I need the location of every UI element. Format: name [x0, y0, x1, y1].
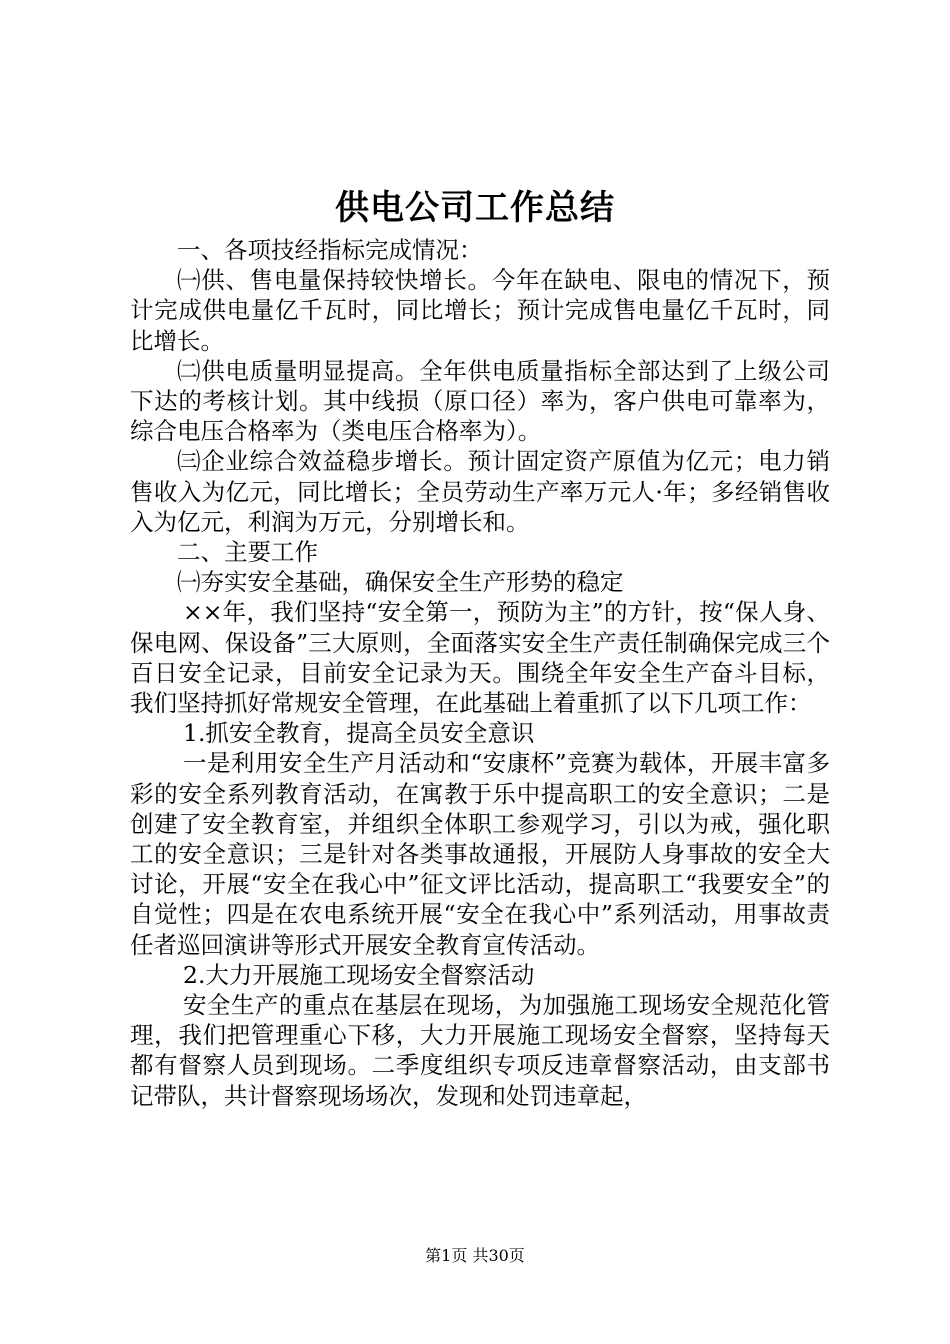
subsection-heading-safety: ㈠夯实安全基础，确保安全生产形势的稳定	[177, 568, 624, 597]
paragraph-inspection: 安全生产的重点在基层在现场，为加强施工现场安全规范化管理，我们把管理重心下移，大力开展施工现场安全督察，坚持每天都有督察人员到现场。二季度组织专项反违章督察活动，由支部书记带队，共计督察现场场次，发现和处罚违章起，	[130, 991, 830, 1110]
paragraph-sales-growth: ㈠供、售电量保持较快增长。今年在缺电、限电的情况下，预计完成供电量亿千瓦时，同比增长；预计完成售电量亿千瓦时，同比增长。	[130, 266, 830, 355]
item-heading-education: 1.抓安全教育，提高全员安全意识	[183, 719, 535, 748]
paragraph-education: 一是利用安全生产月活动和“安康杯”竞赛为载体，开展丰富多彩的安全系列教育活动，在寓教于乐中提高职工的安全意识；二是创建了安全教育室，并组织全体职工参观学习，引以为戒，强化职工的安全意识；三是针对各类事故通报，开展防人身事故的安全大讨论，开展“安全在我心中”征文评比活动，提高职工“我要安全”的自觉性；四是在农电系统开展“安全在我心中”系列活动，用事故责任者巡回演讲等形式开展安全教育宣传活动。	[130, 749, 830, 959]
document-title: 供电公司工作总结	[335, 188, 615, 228]
paragraph-supply-quality: ㈡供电质量明显提高。全年供电质量指标全部达到了上级公司下达的考核计划。其中线损（原口径）率为，客户供电可靠率为，综合电压合格率为（类电压合格率为）。	[130, 356, 830, 446]
page-number: 第1页 共30页	[425, 1246, 525, 1265]
section-heading-2: 二、主要工作	[177, 538, 318, 567]
document-body	[130, 235, 830, 1111]
paragraph-benefits: ㈢企业综合效益稳步增长。预计固定资产原值为亿元；电力销售收入为亿元，同比增长；全员劳动生产率万元人·年；多经销售收入为亿元，利润为万元，分别增长和。	[130, 447, 830, 536]
section-heading-1: 一、各项技经指标完成情况：	[177, 236, 483, 264]
item-heading-inspection: 2.大力开展施工现场安全督察活动	[183, 960, 535, 989]
paragraph-safety-policy: ××年，我们坚持“安全第一，预防为主”的方针，按“保人身、保电网、保设备”三大原则，全面落实安全生产责任制确保完成三个百日安全记录，目前安全记录为天。围绕全年安全生产奋斗目标，我们坚持抓好常规安全管理，在此基础上着重抓了以下几项工作：	[130, 598, 830, 718]
